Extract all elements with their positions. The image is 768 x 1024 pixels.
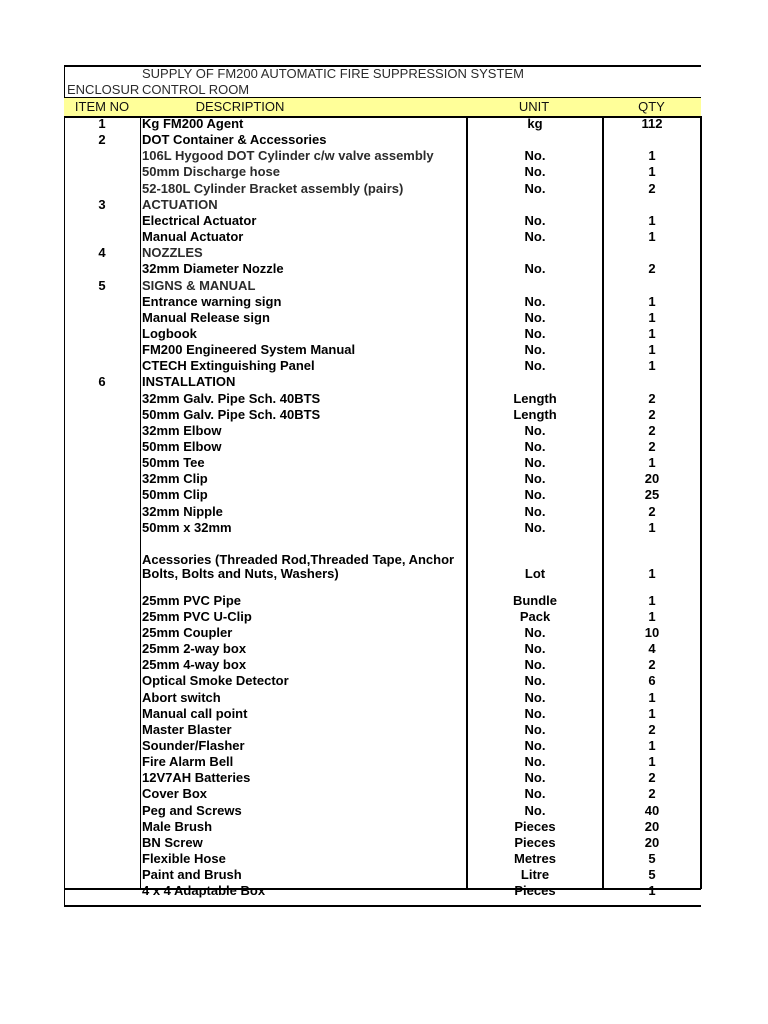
row-qty: 1 bbox=[648, 883, 656, 899]
row-qty: 1 bbox=[648, 309, 656, 325]
row-unit: No. bbox=[524, 422, 546, 438]
row-description: Peg and Screws bbox=[142, 802, 242, 818]
row-description: Entrance warning sign bbox=[142, 293, 282, 309]
row-unit: Pack bbox=[519, 608, 551, 624]
row-description: 50mm Clip bbox=[142, 487, 208, 503]
row-description: Paint and Brush bbox=[142, 867, 242, 883]
row-item-no: 3 bbox=[98, 196, 106, 212]
row-qty: 1 bbox=[648, 164, 656, 180]
row-qty: 2 bbox=[648, 261, 656, 277]
row-item-no: 2 bbox=[98, 132, 106, 148]
row-qty: 1 bbox=[648, 342, 656, 358]
row-unit: No. bbox=[524, 689, 546, 705]
row-description: Manual Release sign bbox=[142, 309, 270, 325]
row-unit: No. bbox=[524, 325, 546, 341]
row-description: 32mm Galv. Pipe Sch. 40BTS bbox=[142, 390, 321, 406]
row-qty: 20 bbox=[644, 818, 660, 834]
row-unit: No. bbox=[524, 487, 546, 503]
row-item-no: 1 bbox=[98, 116, 106, 131]
row-description: Abort switch bbox=[142, 689, 221, 705]
row-description: Cover Box bbox=[142, 786, 208, 802]
header-description: DESCRIPTION bbox=[195, 99, 285, 114]
row-description: 25mm PVC U-Clip bbox=[142, 608, 252, 624]
row-qty: 1 bbox=[648, 455, 656, 471]
row-unit: No. bbox=[524, 657, 546, 673]
row-unit: No. bbox=[524, 212, 546, 228]
row-description: 32mm Clip bbox=[142, 471, 208, 487]
row-item-no: 4 bbox=[98, 245, 106, 261]
enclosure-label: ENCLOSUR bbox=[67, 82, 140, 97]
row-qty: 2 bbox=[648, 422, 656, 438]
footer-bottom-border bbox=[64, 905, 701, 907]
col-divider-description bbox=[140, 116, 141, 889]
row-unit: No. bbox=[524, 786, 546, 802]
row-qty: 20 bbox=[644, 471, 660, 487]
row-description: 50mm Elbow bbox=[142, 439, 222, 454]
row-qty: 1 bbox=[648, 592, 656, 608]
header-top-border bbox=[64, 97, 701, 98]
row-qty: 20 bbox=[644, 834, 660, 850]
row-description: INSTALLATION bbox=[142, 374, 236, 390]
row-description: 32mm Diameter Nozzle bbox=[142, 261, 284, 277]
header-qty: QTY bbox=[638, 99, 665, 114]
row-qty: 25 bbox=[644, 487, 660, 503]
row-unit: No. bbox=[524, 439, 546, 454]
row-description-line-2: Bolts, Bolts and Nuts, Washers) bbox=[142, 566, 339, 582]
row-unit: No. bbox=[524, 309, 546, 325]
row-qty: 2 bbox=[648, 786, 656, 802]
location-label: CONTROL ROOM bbox=[142, 82, 250, 97]
row-qty: 1 bbox=[648, 358, 656, 374]
row-description: Logbook bbox=[142, 325, 197, 341]
row-unit: No. bbox=[524, 164, 546, 180]
row-qty: 1 bbox=[648, 293, 656, 309]
row-description: ACTUATION bbox=[142, 196, 218, 212]
col-divider-right bbox=[700, 116, 702, 889]
row-unit: Length bbox=[513, 390, 557, 406]
row-qty: 2 bbox=[648, 390, 656, 406]
row-qty: 1 bbox=[648, 608, 656, 624]
row-unit: No. bbox=[524, 471, 546, 487]
row-unit: Bundle bbox=[512, 592, 558, 608]
row-description: Male Brush bbox=[142, 818, 213, 834]
header-unit: UNIT bbox=[518, 99, 550, 114]
row-unit: No. bbox=[524, 229, 546, 245]
row-unit: No. bbox=[524, 624, 546, 640]
row-qty: 112 bbox=[641, 116, 663, 131]
row-unit: No. bbox=[524, 754, 546, 770]
row-description: 50mm Discharge hose bbox=[142, 164, 281, 180]
row-unit: Pieces bbox=[514, 883, 556, 899]
row-unit: Length bbox=[513, 406, 557, 422]
row-description: Flexible Hose bbox=[142, 851, 226, 867]
row-unit: Pieces bbox=[514, 818, 556, 834]
row-qty: 2 bbox=[648, 721, 656, 737]
row-item-no: 6 bbox=[98, 374, 106, 390]
row-description: NOZZLES bbox=[142, 245, 203, 261]
row-qty: 40 bbox=[644, 802, 660, 818]
left-border bbox=[64, 65, 65, 907]
row-qty: 4 bbox=[648, 641, 656, 657]
row-description: Manual Actuator bbox=[142, 229, 244, 245]
row-unit: No. bbox=[524, 148, 546, 164]
row-unit: No. bbox=[524, 180, 546, 196]
row-description: Acessories (Threaded Rod,Threaded Tape, Anchor bbox=[142, 552, 455, 568]
row-qty: 1 bbox=[648, 566, 656, 582]
row-qty: 1 bbox=[648, 705, 656, 721]
row-description: 52-180L Cylinder Bracket assembly (pairs) bbox=[142, 180, 404, 196]
row-description: Master Blaster bbox=[142, 721, 232, 737]
row-qty: 2 bbox=[648, 439, 656, 454]
row-description: 4 x 4 Adaptable Box bbox=[142, 883, 266, 899]
row-qty: 1 bbox=[648, 212, 656, 228]
row-qty: 1 bbox=[648, 229, 656, 245]
row-description: SIGNS & MANUAL bbox=[142, 277, 256, 293]
row-description: 50mm Tee bbox=[142, 455, 205, 471]
row-qty: 1 bbox=[648, 738, 656, 754]
row-description: 25mm PVC Pipe bbox=[142, 592, 241, 608]
row-unit: No. bbox=[524, 802, 546, 818]
row-unit: No. bbox=[524, 738, 546, 754]
row-description: 50mm Galv. Pipe Sch. 40BTS bbox=[142, 406, 321, 422]
header-item-no: ITEM NO bbox=[74, 99, 130, 114]
row-unit: No. bbox=[524, 519, 546, 535]
row-qty: 1 bbox=[648, 754, 656, 770]
row-description: Fire Alarm Bell bbox=[142, 754, 234, 770]
row-description: DOT Container & Accessories bbox=[142, 132, 327, 148]
row-unit: kg bbox=[527, 116, 543, 131]
row-unit: No. bbox=[524, 673, 546, 689]
row-qty: 5 bbox=[648, 851, 656, 867]
row-description: Sounder/Flasher bbox=[142, 738, 245, 754]
row-description: 106L Hygood DOT Cylinder c/w valve assembly bbox=[142, 148, 434, 164]
row-description: BN Screw bbox=[142, 834, 203, 850]
row-unit: No. bbox=[524, 261, 546, 277]
row-unit: Litre bbox=[520, 867, 550, 883]
row-qty: 5 bbox=[648, 867, 656, 883]
row-unit: Metres bbox=[514, 851, 556, 867]
row-description: FM200 Engineered System Manual bbox=[142, 342, 356, 358]
row-unit: No. bbox=[524, 358, 546, 374]
row-qty: 2 bbox=[648, 180, 656, 196]
row-description: 12V7AH Batteries bbox=[142, 770, 251, 786]
row-qty: 10 bbox=[644, 624, 660, 640]
row-description: 32mm Elbow bbox=[142, 422, 222, 438]
title-line-1: SUPPLY OF FM200 AUTOMATIC FIRE SUPPRESSION SYSTEM bbox=[142, 66, 524, 81]
row-unit: No. bbox=[524, 770, 546, 786]
row-unit: No. bbox=[524, 342, 546, 358]
row-unit: No. bbox=[524, 721, 546, 737]
row-qty: 2 bbox=[648, 406, 656, 422]
row-description: Electrical Actuator bbox=[142, 212, 257, 228]
row-qty: 2 bbox=[648, 770, 656, 786]
row-unit: No. bbox=[524, 293, 546, 309]
row-description: Kg FM200 Agent bbox=[142, 116, 244, 131]
row-description: 25mm 2-way box bbox=[142, 641, 247, 657]
row-unit: No. bbox=[524, 503, 546, 519]
row-description: 25mm Coupler bbox=[142, 624, 233, 640]
row-description: Manual call point bbox=[142, 705, 248, 721]
row-item-no: 5 bbox=[98, 277, 106, 293]
row-qty: 1 bbox=[648, 325, 656, 341]
row-qty: 1 bbox=[648, 689, 656, 705]
row-unit: No. bbox=[524, 641, 546, 657]
row-description: 50mm x 32mm bbox=[142, 519, 232, 535]
row-unit: Pieces bbox=[514, 834, 556, 850]
row-qty: 6 bbox=[648, 673, 656, 689]
row-description: 25mm 4-way box bbox=[142, 657, 247, 673]
row-unit: Lot bbox=[524, 566, 546, 582]
row-description: CTECH Extinguishing Panel bbox=[142, 358, 315, 374]
row-unit: No. bbox=[524, 455, 546, 471]
row-qty: 1 bbox=[648, 148, 656, 164]
row-qty: 1 bbox=[648, 519, 656, 535]
row-qty: 2 bbox=[648, 503, 656, 519]
row-qty: 2 bbox=[648, 657, 656, 673]
row-description: 32mm Nipple bbox=[142, 503, 223, 519]
row-unit: No. bbox=[524, 705, 546, 721]
row-description: Optical Smoke Detector bbox=[142, 673, 289, 689]
